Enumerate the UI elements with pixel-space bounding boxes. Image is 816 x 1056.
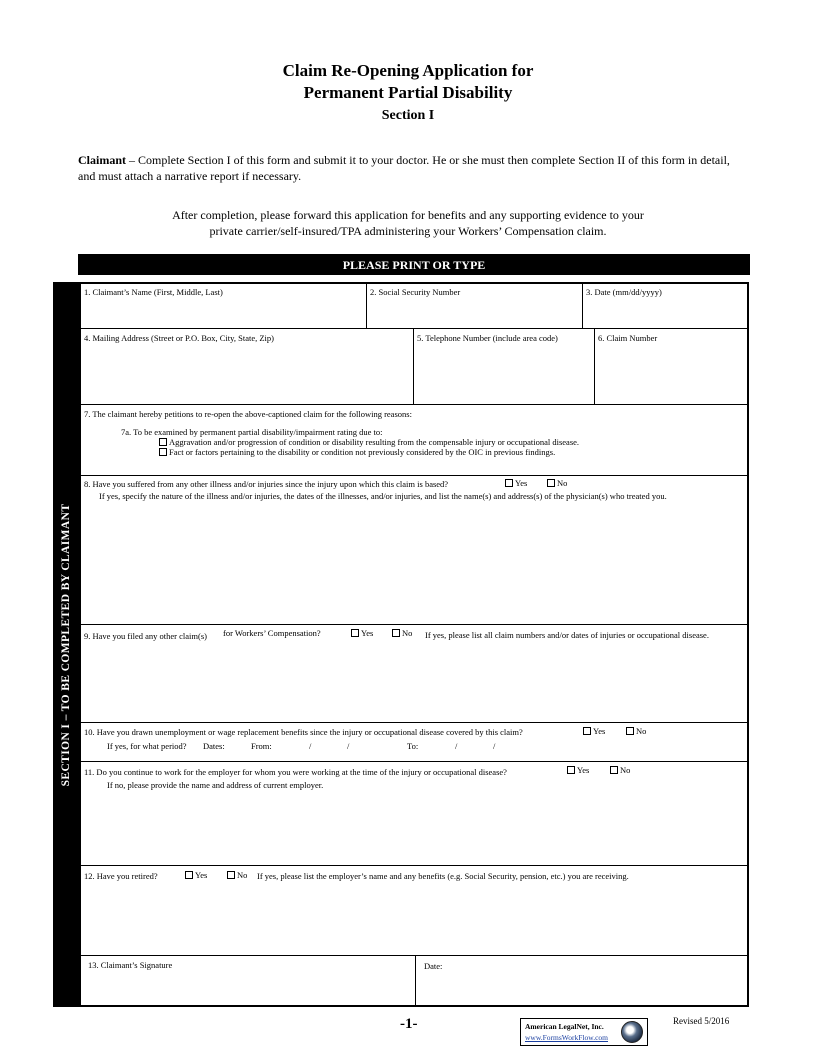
mailing-address-label: 4. Mailing Address (Street or P.O. Box, City, State, Zip) [84, 333, 274, 343]
to-date-slash: / [493, 741, 496, 751]
telephone-field[interactable] [414, 329, 595, 404]
claimant-instructions [78, 152, 738, 184]
forward-instructions-line2: private carrier/self-insured/TPA administering your Workers’ Compensation claim. [209, 224, 607, 238]
claim-number-label: 6. Claim Number [598, 333, 658, 343]
continue-work-no-checkbox[interactable] [610, 766, 618, 774]
claimant-signature-label: 13. Claimant’s Signature [88, 960, 173, 970]
other-claims-question: 9. Have you filed any other claim(s) [84, 631, 207, 641]
other-claims-detail-label: If yes, please list all claim numbers and/or dates of injuries or occupational disease. [425, 630, 709, 640]
date-label: 3. Date (mm/dd/yyyy) [586, 287, 662, 297]
form-row-12 [81, 866, 747, 956]
other-claims-yes-checkbox[interactable] [351, 629, 359, 637]
form-row-1 [81, 284, 747, 329]
reason-new-factors [159, 447, 555, 457]
form-row-2 [81, 329, 747, 405]
mailing-address-field[interactable] [81, 329, 414, 404]
form-row-11 [81, 762, 747, 866]
print-or-type-banner: PLEASE PRINT OR TYPE [78, 254, 750, 275]
other-illness-yes [505, 478, 527, 488]
other-claims-no-checkbox[interactable] [392, 629, 400, 637]
continue-work-question: 11. Do you continue to work for the employer for whom you were working at the time of the injury or occupational disease? [84, 767, 507, 777]
continue-work-yes [567, 765, 589, 775]
rating-reason-label: 7a. To be examined by permanent partial disability/impairment rating due to: [121, 427, 383, 437]
from-date-slash: / [347, 741, 350, 751]
claim-number-field[interactable] [595, 329, 747, 404]
retired-no [227, 870, 247, 880]
retired-yes [185, 870, 207, 880]
new-factors-checkbox[interactable] [159, 448, 167, 456]
workers-comp-label: for Workers’ Compensation? [223, 628, 321, 638]
other-illness-no-checkbox[interactable] [547, 479, 555, 487]
continue-work-no [610, 765, 630, 775]
page-number: -1- [400, 1016, 418, 1032]
section-sidebar-label: SECTION I – TO BE COMPLETED BY CLAIMANT [60, 503, 72, 787]
yes-text: Yes [361, 628, 374, 638]
claimant-name-field[interactable] [81, 284, 367, 328]
unemployment-no-checkbox[interactable] [626, 727, 634, 735]
current-employer-label: If no, please provide the name and address of current employer. [107, 780, 324, 790]
form-row-9 [81, 625, 747, 723]
unemployment-to-date-field[interactable] [425, 739, 535, 753]
form-title-line1: Claim Re-Opening Application for [282, 61, 534, 80]
no-text: No [402, 628, 413, 638]
section-heading: Section I [381, 108, 435, 123]
unemployment-period-label: If yes, for what period? [107, 741, 187, 751]
publisher-logo[interactable] [520, 1018, 648, 1046]
publisher-name: American LegalNet, Inc. [525, 1022, 604, 1031]
unemployment-yes-checkbox[interactable] [583, 727, 591, 735]
other-illness-question: 8. Have you suffered from any other illness and/or injuries since the injury upon which this claim is based? [84, 479, 449, 489]
other-claims-details-field[interactable] [83, 645, 743, 719]
no-text: No [237, 870, 248, 880]
date-field[interactable] [583, 284, 747, 328]
revision-date: Revised 5/2016 [673, 1016, 730, 1026]
retired-yes-checkbox[interactable] [185, 871, 193, 879]
unemployment-question: 10. Have you drawn unemployment or wage replacement benefits since the injury or occupational disease covered by this claim? [84, 727, 523, 737]
retired-detail-label: If yes, please list the employer’s name and any benefits (e.g. Social Security, pension, etc.) you are receiving. [257, 871, 629, 881]
unemployment-dates-label: Dates: [203, 741, 225, 751]
other-claims-yes [351, 628, 373, 638]
form-title-line2: Permanent Partial Disability [303, 83, 513, 102]
form-row-8 [81, 476, 747, 625]
claimant-label: Claimant [78, 153, 126, 167]
petition-reasons-label: 7. The claimant hereby petitions to re-open the above-captioned claim for the following reasons: [84, 409, 412, 419]
claimant-signature-field[interactable] [81, 956, 416, 1005]
ssn-field[interactable] [367, 284, 583, 328]
no-text: No [620, 765, 631, 775]
continue-work-yes-checkbox[interactable] [567, 766, 575, 774]
other-claims-no [392, 628, 412, 638]
forward-instructions-line1: After completion, please forward this application for benefits and any supporting evidence to your [172, 208, 644, 222]
unemployment-to-label: To: [407, 741, 419, 751]
other-illness-yes-checkbox[interactable] [505, 479, 513, 487]
current-employer-field[interactable] [83, 792, 743, 862]
ssn-label: 2. Social Security Number [370, 287, 461, 297]
retired-no-checkbox[interactable] [227, 871, 235, 879]
no-text: No [636, 726, 647, 736]
claimant-form [79, 282, 749, 1007]
retirement-benefits-field[interactable] [83, 886, 743, 952]
aggravation-text: Aggravation and/or progression of condition or disability resulting from the compensable injury or occupational disease. [169, 437, 580, 447]
yes-text: Yes [593, 726, 606, 736]
other-illness-details-field[interactable] [83, 504, 743, 620]
reason-aggravation [159, 437, 579, 447]
unemployment-from-label: From: [251, 741, 272, 751]
signature-date-field[interactable] [416, 956, 747, 1005]
unemployment-from-date-field[interactable] [281, 739, 391, 753]
claimant-instructions-text: – Complete Section I of this form and submit it to your doctor. He or she must then complete Section II of this form in detail, and must attach a narrative report if necessary. [78, 153, 730, 183]
aggravation-checkbox[interactable] [159, 438, 167, 446]
no-text: No [557, 478, 568, 488]
form-row-13 [81, 956, 747, 1005]
publisher-link[interactable]: www.FormsWorkFlow.com [525, 1033, 609, 1042]
retired-question: 12. Have you retired? [84, 871, 158, 881]
new-factors-text: Fact or factors pertaining to the disability or condition not previously considered by the OIC in previous findings. [169, 447, 556, 457]
unemployment-yes [583, 726, 605, 736]
to-date-slash: / [455, 741, 458, 751]
from-date-slash: / [309, 741, 312, 751]
form-row-7 [81, 405, 747, 476]
unemployment-no [626, 726, 646, 736]
signature-date-label: Date: [424, 961, 443, 971]
other-illness-detail-label: If yes, specify the nature of the illness and/or injuries, the dates of the illnesses, and/or injuries, and list the name(s) and address(s) of the physician(s) who treated you. [99, 491, 667, 501]
yes-text: Yes [515, 478, 528, 488]
yes-text: Yes [195, 870, 208, 880]
form-row-10 [81, 723, 747, 762]
claimant-name-label: 1. Claimant’s Name (First, Middle, Last) [84, 287, 223, 297]
publisher-globe-icon [621, 1021, 643, 1043]
telephone-label: 5. Telephone Number (include area code) [417, 333, 558, 343]
other-illness-no [547, 478, 567, 488]
yes-text: Yes [577, 765, 590, 775]
